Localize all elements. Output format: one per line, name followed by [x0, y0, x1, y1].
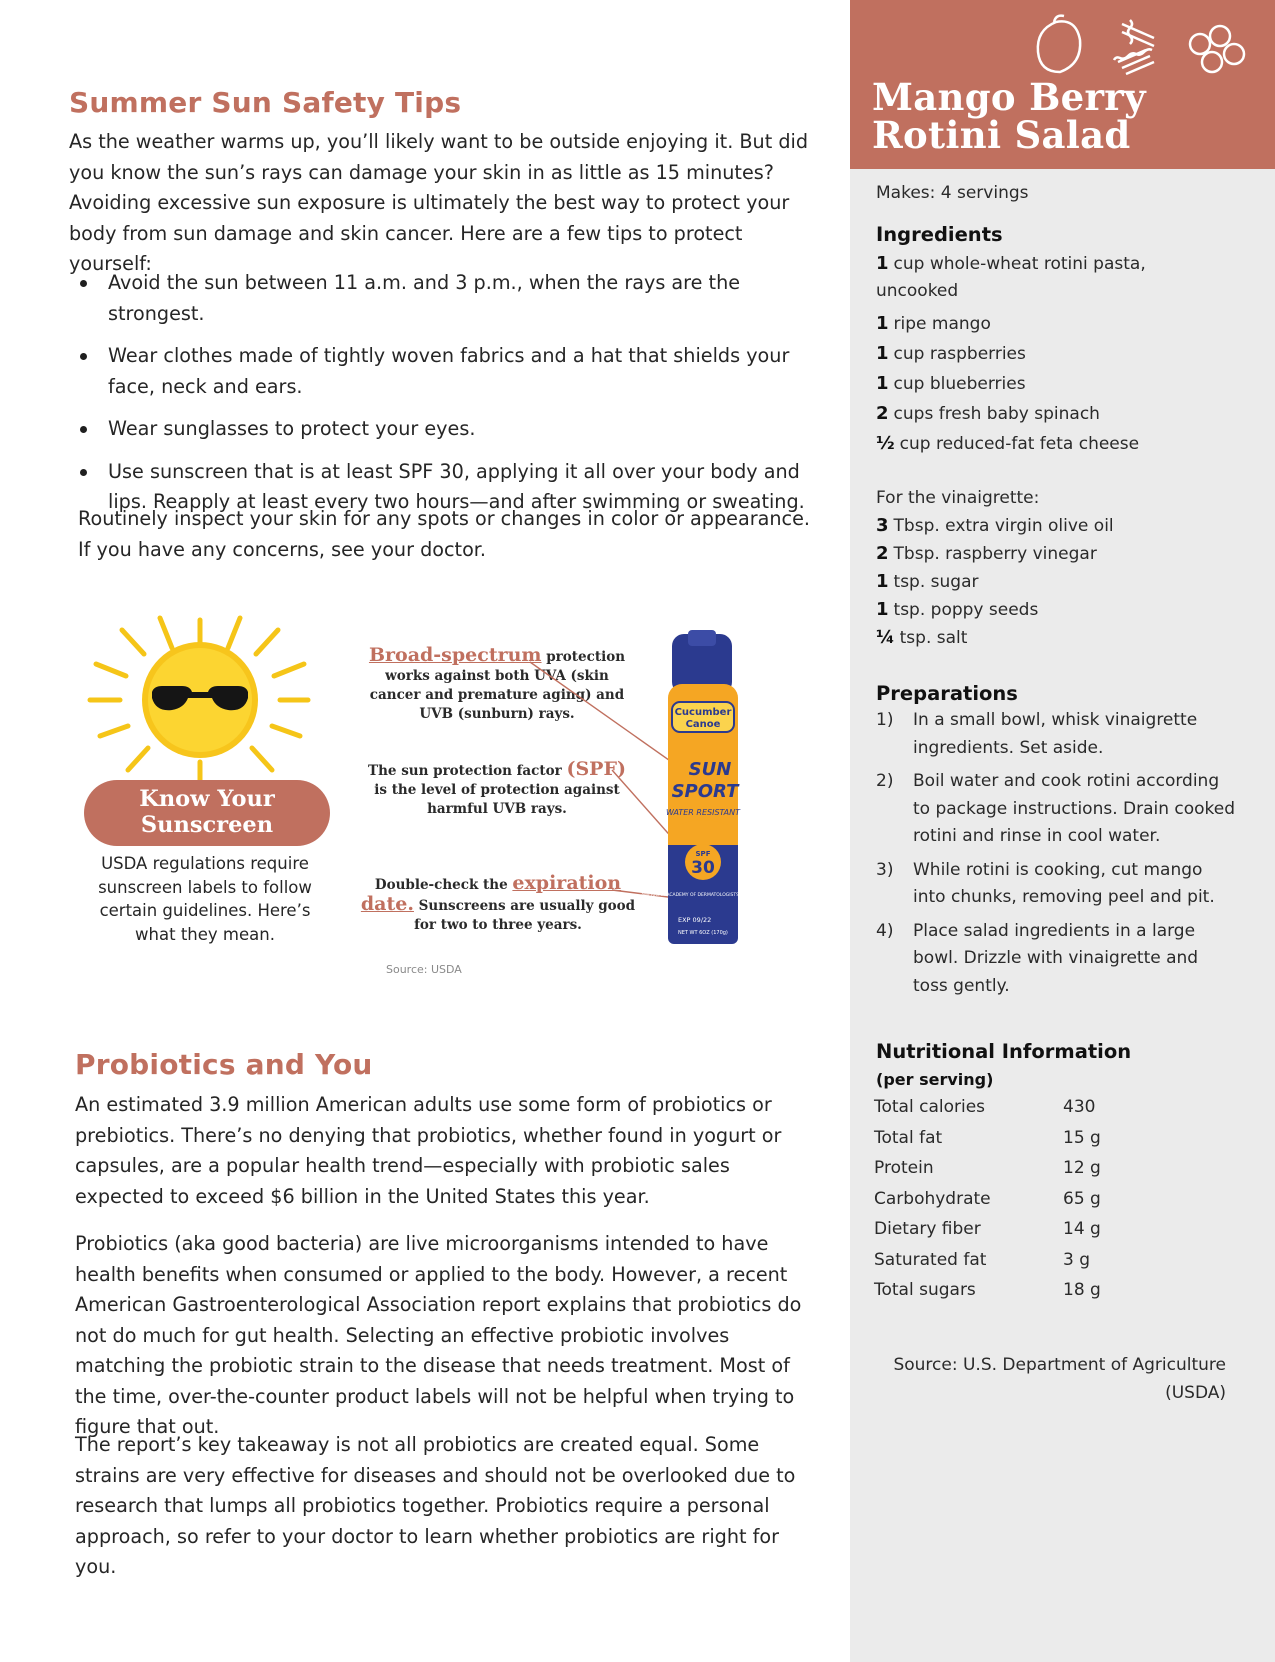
recipe-source: Source: U.S. Department of Agriculture (USDA)	[893, 1355, 1226, 1403]
list-item: 2) Boil water and cook rotini according to package instructions. Drain cooked rotini and rinse in cool water.	[876, 771, 1236, 846]
graphic-source: Source: USDA	[386, 963, 462, 976]
table-row: Protein 12 g	[874, 1158, 1101, 1179]
preparation-steps	[876, 707, 1236, 1006]
ingredients-list	[876, 250, 1206, 459]
list-item: ¼ tsp. salt	[876, 627, 968, 648]
broad-spectrum-callout: Broad-spectrum protection works against both UVA (skin cancer and premature aging) and UVB (sunburn) rays.	[368, 644, 626, 722]
nutrition-heading: Nutritional Information	[876, 1040, 1132, 1063]
list-item: Avoid the sun between 11 a.m. and 3 p.m., when the rays are the strongest.	[80, 268, 820, 329]
list-item: 3 Tbsp. extra virgin olive oil	[876, 515, 1114, 536]
sunscreen-bottle-icon	[641, 630, 765, 950]
table-row: Dietary fiber 14 g	[874, 1219, 1101, 1240]
svg-text:SPF: SPF	[695, 850, 711, 858]
servings-label: Makes: 4 servings	[876, 183, 1029, 203]
list-item: 2 Tbsp. raspberry vinegar	[876, 543, 1097, 564]
list-item: 1 tsp. sugar	[876, 571, 979, 592]
probiotics-title: Probiotics and You	[75, 1048, 373, 1081]
probiotics-paragraph-3: The report’s key takeaway is not all probiotics are created equal. Some strains are very effective for diseases and should not be overlooked due to research that lumps all probiotics together. Probiotics require a personal approach, so refer to your doctor to learn whether probiotics are right for you.	[75, 1433, 796, 1578]
sun-safety-outro: Routinely inspect your skin for any spots or changes in color or appearance. If you have any concerns, see your doctor.	[78, 507, 810, 561]
list-item: 2 cups fresh baby spinach	[876, 403, 1100, 424]
list-item: ½ cup reduced-fat feta cheese	[876, 433, 1140, 454]
probiotics-paragraph-1: An estimated 3.9 million American adults use some form of probiotics or prebiotics. There’s no denying that probiotics, whether found in yogurt or capsules, are a popular health trend—especially with probiotic sales expected to exceed $6 billion in the United States this year.	[75, 1093, 782, 1208]
list-item: Wear clothes made of tightly woven fabrics and a hat that shields your face, neck and ears.	[80, 341, 820, 402]
table-row: Carbohydrate 65 g	[874, 1188, 1101, 1209]
usda-regulations-note: USDA regulations require sunscreen labels to follow certain guidelines. Here’s what they mean.	[98, 854, 312, 944]
recipe-banner	[850, 0, 1275, 169]
table-row: Total sugars 18 g	[874, 1280, 1101, 1301]
svg-text:WATER RESISTANT: WATER RESISTANT	[665, 808, 741, 817]
svg-text:SPORT: SPORT	[671, 781, 739, 802]
svg-text:Canoe: Canoe	[685, 719, 721, 730]
recipe-title: Mango Berry Rotini Salad	[872, 75, 1146, 157]
preparations-heading: Preparations	[876, 682, 1018, 705]
expiration-callout: Double-check the expiration date. Sunscreens are usually good for two to three years.	[360, 872, 636, 933]
pasta-icon	[1114, 20, 1154, 74]
recipe-sidebar	[850, 0, 1275, 1662]
list-item: 1 cup raspberries	[876, 343, 1026, 364]
know-your-sunscreen-badge: Know Your Sunscreen	[84, 780, 330, 846]
list-item: Use sunscreen that is at least SPF 30, applying it all over your body and lips. Reapply at least every two hours—and after swimming or sweating.	[80, 457, 820, 518]
svg-text:EXP 09/22: EXP 09/22	[678, 916, 712, 924]
svg-text:30: 30	[691, 858, 715, 878]
svg-text:NET WT 6OZ (170g): NET WT 6OZ (170g)	[678, 930, 728, 936]
nutrition-subheading: (per serving)	[876, 1070, 994, 1089]
svg-text:SUN: SUN	[688, 759, 732, 780]
svg-text:Cucumber: Cucumber	[674, 707, 732, 718]
list-item: 1 cup blueberries	[876, 373, 1026, 394]
table-row: Saturated fat 3 g	[874, 1249, 1091, 1270]
vinaigrette-label: For the vinaigrette:	[876, 488, 1040, 508]
svg-text:AMERICAN ACADEMY OF DERMATOLOG: AMERICAN ACADEMY OF DERMATOLOGISTS APPROVED	[641, 893, 765, 898]
berries-icon	[1190, 26, 1244, 72]
ingredients-heading: Ingredients	[876, 223, 1003, 246]
nutrition-table	[874, 1092, 1134, 1306]
list-item: 1 ripe mango	[876, 313, 991, 334]
list-item: 3) While rotini is cooking, cut mango into chunks, removing peel and pit.	[876, 859, 1215, 907]
list-item: 1 cup whole-wheat rotini pasta, uncooked	[876, 253, 1146, 301]
probiotics-paragraph-2: Probiotics (aka good bacteria) are live microorganisms intended to have health benefits when consumed or applied to the body. However, a recent American Gastroenterological Association report explains that probiotics do not do much for gut health. Selecting an effective probiotic involves matching the probiotic strain to the disease that needs treatment. Most of the time, over-the-counter product labels will not be helpful when trying to figure that out.	[75, 1232, 802, 1438]
list-item: Wear sunglasses to protect your eyes.	[80, 414, 820, 445]
vinaigrette-list	[876, 512, 1206, 652]
sun-safety-intro: As the weather warms up, you’ll likely want to be outside enjoying it. But did you know the sun’s rays can damage your skin in as little as 15 minutes? Avoiding excessive sun exposure is ultimately the best way to protect your body from sun damage and skin cancer. Here are a few tips to protect yourself:	[69, 130, 809, 275]
list-item: 1) In a small bowl, whisk vinaigrette ingredients. Set aside.	[876, 710, 1198, 758]
list-item: 4) Place salad ingredients in a large bowl. Drizzle with vinaigrette and toss gently.	[876, 920, 1199, 996]
spf-callout: The sun protection factor (SPF) is the level of protection against harmful UVB rays.	[368, 758, 626, 817]
mango-icon	[1038, 16, 1080, 72]
banner-icon-group	[1010, 10, 1260, 80]
sun-safety-title: Summer Sun Safety Tips	[69, 86, 462, 119]
table-row: Total calories 430	[874, 1097, 1096, 1118]
table-row: Total fat 15 g	[874, 1127, 1101, 1148]
list-item: 1 tsp. poppy seeds	[876, 599, 1039, 620]
